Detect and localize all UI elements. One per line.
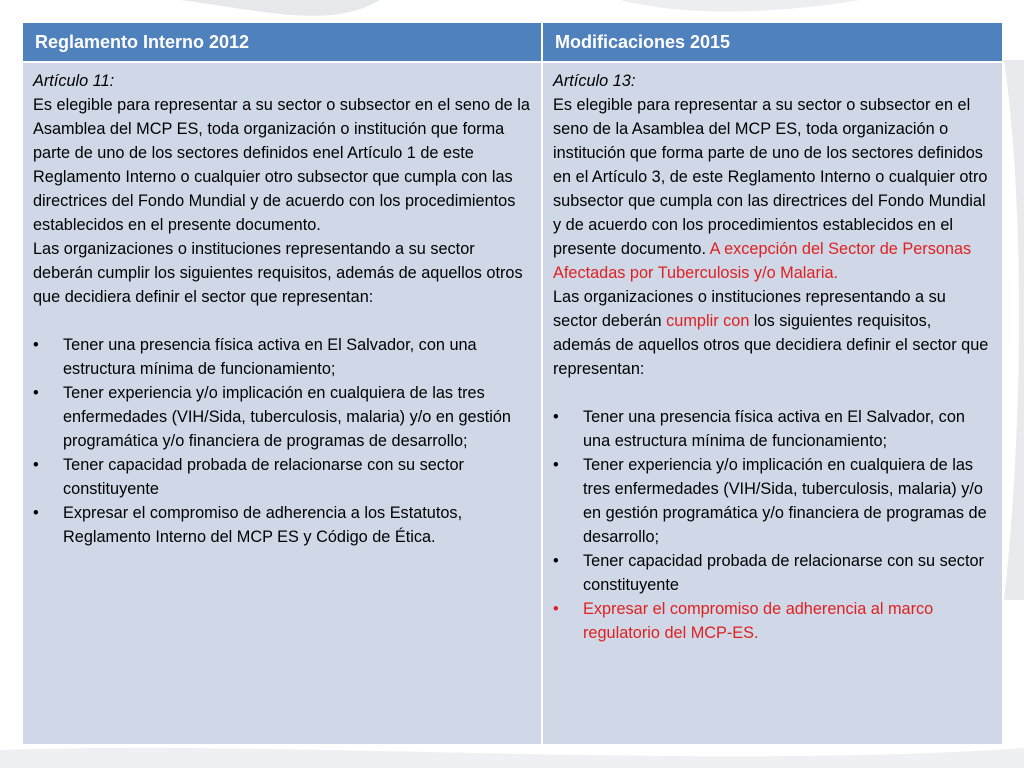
paragraph-text: Es elegible para representar a su sector o subsector en el seno de la Asamblea del MCP ES, toda organización o institución que forma parte de uno de los sectores definidos en el Artículo 3, de este Reglamento Interno o cualquier otro subsector que cumpla con las directrices del Fondo Mundial y de acuerdo con los procedimientos establecidos en el presente documento. <box>553 96 988 258</box>
requirements-list <box>33 333 531 549</box>
highlighted-text: A excepción del Sector de Personas Afectadas por Tuberculosis y/o Malaria. <box>553 240 972 282</box>
table-row <box>22 62 1003 745</box>
header-reglamento-2012: Reglamento Interno 2012 <box>22 22 542 62</box>
list-item: • Tener una presencia física activa en El Salvador, con una estructura mínima de funcionamiento; <box>583 405 992 453</box>
article-title: Artículo 11: <box>33 72 115 90</box>
list-item: • Tener capacidad probada de relacionarse con su sector constituyente <box>583 549 992 597</box>
article-title: Artículo 13: <box>553 72 636 90</box>
cell-articulo-13 <box>542 62 1003 745</box>
list-item: • Tener experiencia y/o implicación en cualquiera de las tres enfermedades (VIH/Sida, tuberculosis, malaria) y/o en gestión programática y/o financiera de programas de desarrollo; <box>63 381 531 453</box>
list-item-highlighted: • Expresar el compromiso de adherencia al marco regulatorio del MCP-ES. <box>583 597 992 645</box>
comparison-table <box>21 21 1004 746</box>
article-paragraph <box>553 93 992 285</box>
article-paragraph: Las organizaciones o instituciones representando a su sector deberán cumplir los siguientes requisitos, además de aquellos otros que decidiera definir el sector que representan: <box>33 240 523 306</box>
requirements-list <box>553 405 992 645</box>
article-paragraph <box>553 285 992 381</box>
cell-articulo-11 <box>22 62 542 745</box>
highlighted-text: cumplir con <box>666 312 750 330</box>
list-item: • Tener una presencia física activa en El Salvador, con una estructura mínima de funcionamiento; <box>63 333 531 381</box>
article-paragraph: Es elegible para representar a su sector o subsector en el seno de la Asamblea del MCP ES, toda organización o institución que forma parte de uno de los sectores definidos enel Artículo 1 de este Reglamento Interno o cualquier otro subsector que cumpla con las directrices del Fondo Mundial y de acuerdo con los procedimientos establecidos en el presente documento. <box>33 96 530 234</box>
list-item: • Tener experiencia y/o implicación en cualquiera de las tres enfermedades (VIH/Sida, tuberculosis, malaria) y/o en gestión programática y/o financiera de programas de desarrollo; <box>583 453 992 549</box>
list-item: • Expresar el compromiso de adherencia a los Estatutos, Reglamento Interno del MCP ES y Código de Ética. <box>63 501 531 549</box>
paragraph-text: Las organizaciones o instituciones representando a su sector deberán <box>553 288 946 330</box>
table-header-row <box>22 22 1003 62</box>
list-item: • Tener capacidad probada de relacionarse con su sector constituyente <box>63 453 531 501</box>
header-modificaciones-2015: Modificaciones 2015 <box>542 22 1003 62</box>
paragraph-text: los siguientes requisitos, además de aquellos otros que decidiera definir el sector que representan: <box>553 312 989 378</box>
